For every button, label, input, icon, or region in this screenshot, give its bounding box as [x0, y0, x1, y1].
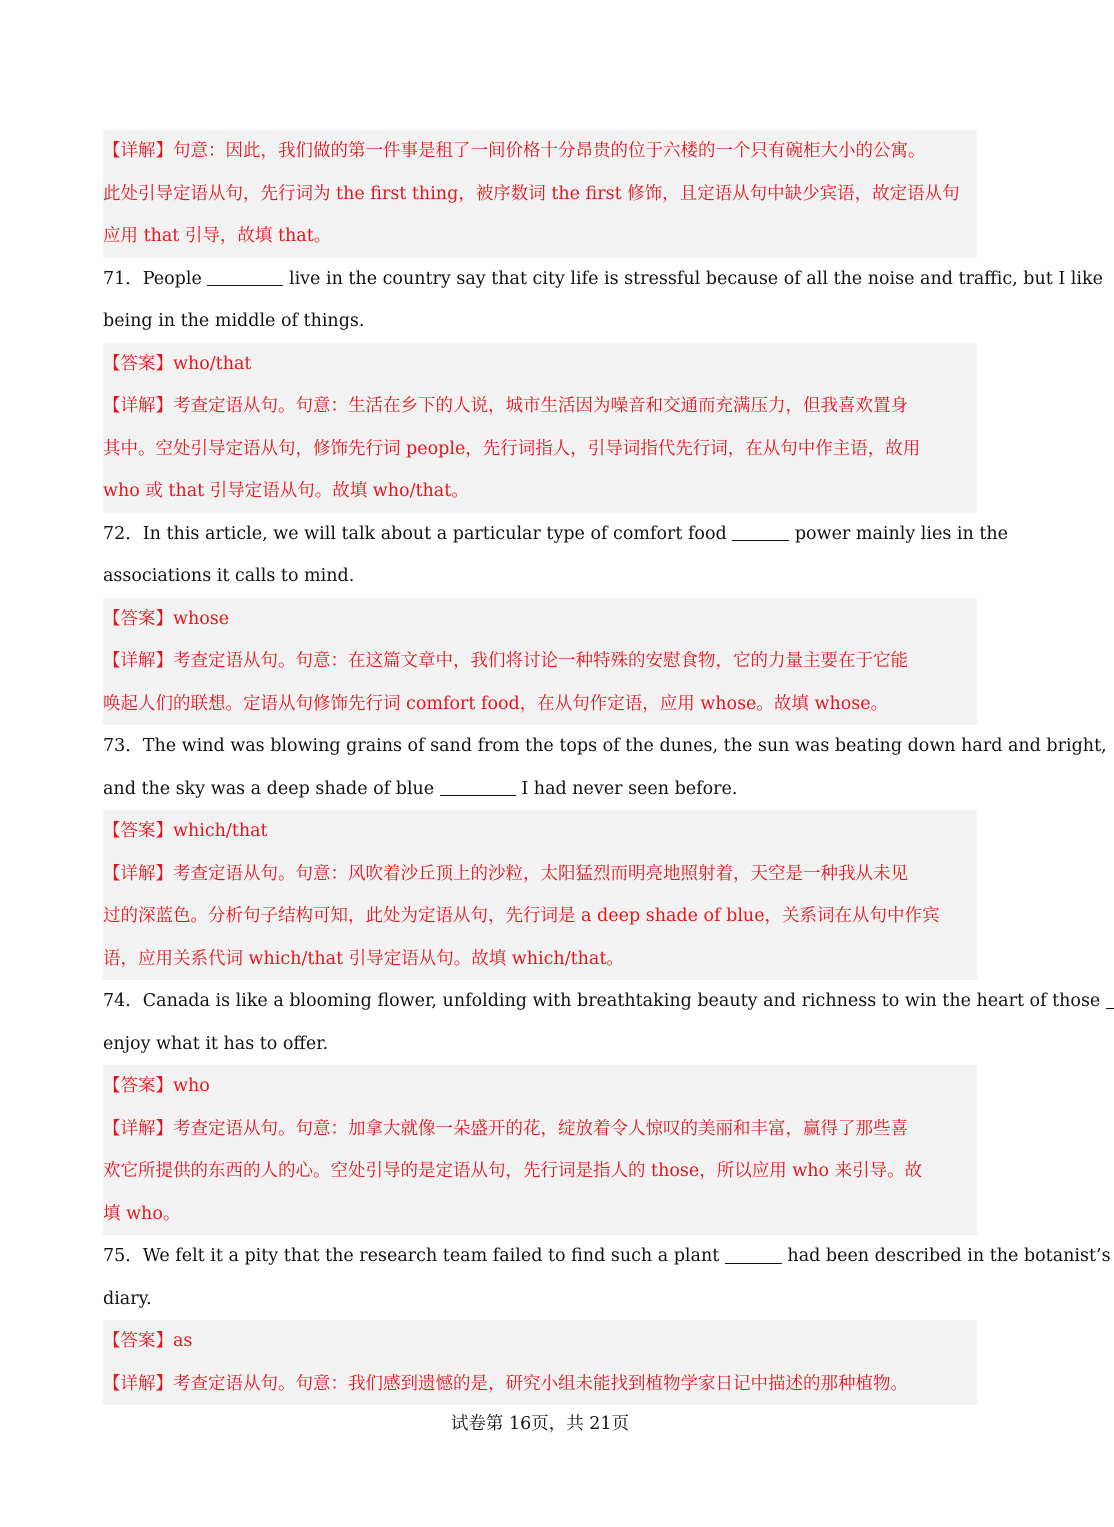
page-content	[103, 130, 1111, 1405]
detail-text: 【详解】考查定语从句。句意：生活在乡下的人说，城市生活因为噪音和交通而充满压力，但我喜欢置身	[103, 385, 977, 428]
detail-text: 【详解】句意：因此，我们做的第一件事是租了一间价格十分昂贵的位于六楼的一个只有碗柜大小的公寓。	[103, 130, 977, 173]
answer-blank	[207, 268, 283, 287]
answer-71: 【答案】who/that	[103, 343, 977, 386]
question-71: 71．People live in the country say that city life is stressful because of all the noise and traffic, but I like	[103, 268, 1103, 289]
page-footer: 试卷第 16页，共 21页	[450, 1414, 630, 1434]
answer-72: 【答案】whose	[103, 598, 977, 641]
answer-75: 【答案】as	[103, 1320, 977, 1363]
detail-text: 欢它所提供的东西的人的心。空处引导的是定语从句，先行词是指人的 those，所以应用 who 来引导。故	[103, 1150, 977, 1193]
detail-text: 应用 that 引导，故填 that。	[103, 215, 977, 258]
question-text: associations it calls to mind.	[103, 566, 355, 586]
detail-text: 【详解】考查定语从句。句意：加拿大就像一朵盛开的花，绽放着令人惊叹的美丽和丰富，赢得了那些喜	[103, 1108, 977, 1151]
detail-text: 唤起人们的联想。定语从句修饰先行词 comfort food，在从句作定语，应用 whose。故填 whose。	[103, 683, 977, 726]
question-73: 73．The wind was blowing grains of sand from the tops of the dunes, the sun was beating down hard and bright,	[103, 736, 1107, 756]
question-text: and the sky was a deep shade of blue I had never seen before.	[103, 778, 738, 799]
detail-text: 【详解】考查定语从句。句意：风吹着沙丘顶上的沙粒，太阳猛烈而明亮地照射着，天空是一种我从未见	[103, 853, 977, 896]
question-74: 74．Canada is like a blooming flower, unfolding with breathtaking beauty and richness to win the heart of those	[103, 980, 977, 1023]
answer-73: 【答案】which/that	[103, 810, 977, 853]
question-75: 75．We felt it a pity that the research team failed to find such a plant had been described in the botanist’s	[103, 1246, 1111, 1266]
answer-blank	[725, 1245, 782, 1264]
detail-text: 【详解】考查定语从句。句意：在这篇文章中，我们将讨论一种特殊的安慰食物，它的力量主要在于它能	[103, 640, 977, 683]
detail-text: 语，应用关系代词 which/that 引导定语从句。故填 which/that。	[103, 938, 977, 981]
answer-74: 【答案】who	[103, 1065, 977, 1108]
detail-text: 其中。空处引导定语从句，修饰先行词 people，先行词指人，引导词指代先行词，在从句中作主语，故用	[103, 428, 977, 471]
detail-text: 此处引导定语从句，先行词为 the first thing，被序数词 the first 修饰，且定语从句中缺少宾语，故定语从句	[103, 173, 977, 216]
question-text: diary.	[103, 1288, 152, 1309]
detail-text: 填 who。	[103, 1193, 977, 1236]
detail-text: who 或 that 引导定语从句。故填 who/that。	[103, 470, 977, 513]
question-text: being in the middle of things.	[103, 311, 365, 331]
detail-text: 【详解】考查定语从句。句意：我们感到遗憾的是，研究小组未能找到植物学家日记中描述的那种植物。	[103, 1363, 977, 1406]
detail-text: 过的深蓝色。分析句子结构可知，此处为定语从句，先行词是 a deep shade of blue，关系词在从句中作宾	[103, 895, 977, 938]
question-72: 72．In this article, we will talk about a particular type of comfort food power mainly lies in the	[103, 523, 1008, 544]
question-text: enjoy what it has to offer.	[103, 1033, 329, 1054]
answer-blank	[440, 778, 516, 797]
answer-blank	[1106, 990, 1114, 1009]
answer-blank	[732, 523, 789, 542]
